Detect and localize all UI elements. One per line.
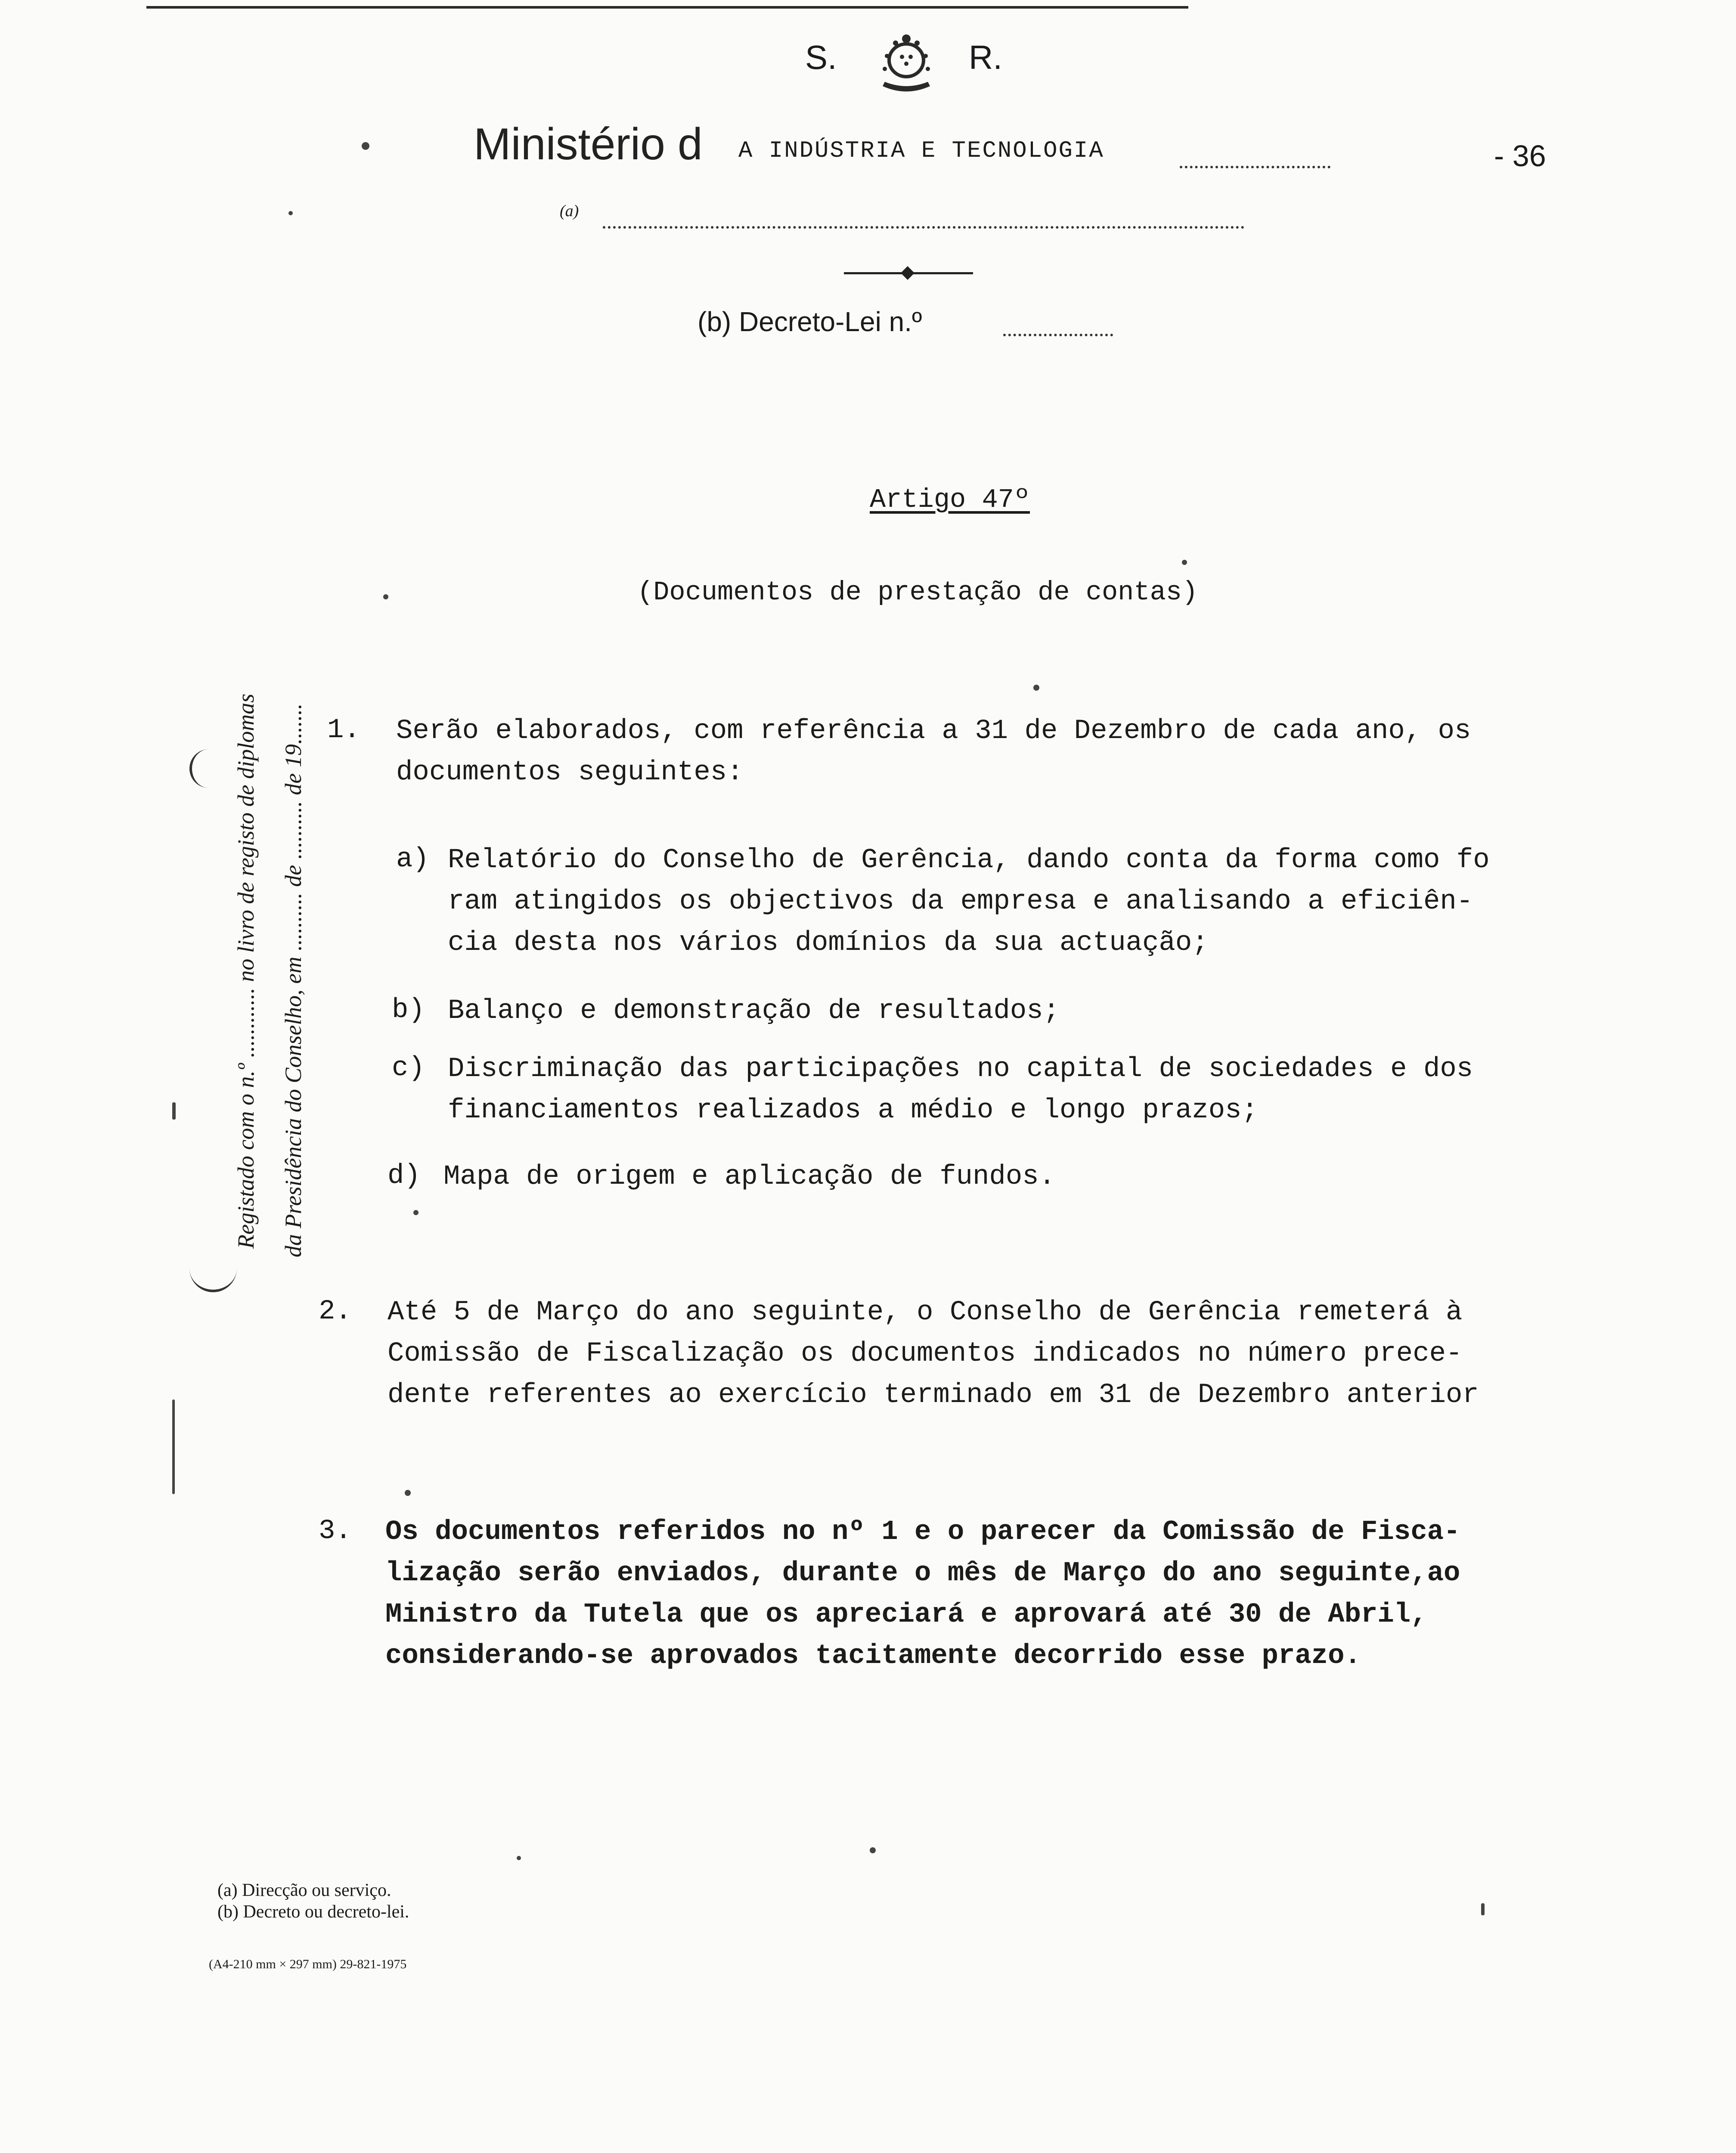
paragraph-1 [396,710,1471,793]
paragraph-1-line: documentos seguintes: [396,757,744,788]
paragraph-2-line: dente referentes ao exercício terminado em 31 de Dezembro anterior [388,1380,1479,1411]
diamond-ornament-icon [900,265,915,281]
field-a-dotted-line [603,226,1244,229]
margin-bracket-top [189,749,222,788]
item-c [448,1049,1473,1131]
scan-speck [288,211,293,215]
paragraph-3-line: Ministro da Tutela que os apreciará e aprovará até 30 de Abril, [385,1599,1427,1630]
item-d [443,1156,1055,1197]
page-number: - 36 [1494,139,1546,173]
item-a-line: cia desta nos vários domínios da sua actuação; [448,928,1209,959]
paragraph-3-line: considerando-se aprovados tacitamente decorrido esse prazo. [385,1641,1361,1672]
item-b [448,990,1060,1032]
item-d-label: d) [388,1160,421,1191]
item-c-line: Discriminação das participações no capital de sociedades e dos [448,1054,1473,1085]
scan-speck [172,1399,175,1494]
scan-speck [517,1856,521,1860]
item-a [448,840,1490,964]
item-c-label: c) [392,1053,425,1084]
scan-speck [1033,685,1039,691]
footnote-b: (b) Decreto ou decreto-lei. [217,1902,409,1922]
paragraph-2 [388,1292,1479,1416]
paragraph-1-line: Serão elaborados, com referência a 31 de Dezembro de cada ano, os [396,716,1471,747]
item-d-line: Mapa de origem e aplicação de fundos. [443,1161,1056,1192]
scan-speck [362,142,369,150]
paragraph-2-line: Até 5 de Março do ano seguinte, o Conselho de Gerência remeterá à [388,1297,1463,1328]
coat-of-arms-icon [865,26,947,99]
top-rule [146,6,1188,9]
paragraph-3-line: Os documentos referidos no nº 1 e o parecer da Comissão de Fisca- [385,1517,1460,1548]
item-a-label: a) [396,844,429,875]
margin-bracket-bottom [189,1264,237,1292]
item-a-line: ram atingidos os objectivos da empresa e analisando a eficiên- [448,886,1473,917]
scan-speck [405,1490,411,1496]
ministry-name: A INDÚSTRIA E TECNOLOGIA [738,138,1104,164]
form-code: (A4-210 mm × 297 mm) 29-821-1975 [209,1957,407,1971]
paragraph-3-number: 3. [319,1516,352,1547]
scan-speck [383,594,388,599]
item-b-line: Balanço e demonstração de resultados; [448,996,1060,1027]
paragraph-3 [385,1511,1460,1677]
scan-speck [1182,560,1187,565]
paragraph-2-number: 2. [319,1296,352,1327]
scan-speck [1481,1903,1485,1915]
article-subtitle: (Documentos de prestação de contas) [637,577,1198,608]
scan-speck [172,1102,176,1120]
item-a-line: Relatório do Conselho de Gerência, dando conta da forma como fo [448,845,1490,876]
header-letter-s: S. [805,38,837,76]
footnote-a: (a) Direcção ou serviço. [217,1880,391,1900]
margin-registry-line-1: Registado com o n.º ............ no livro de registo de diplomas [233,693,259,1249]
item-c-line: financiamentos realizados a médio e longo prazos; [448,1095,1258,1126]
paragraph-3-line: lização serão enviados, durante o mês de Março do ano seguinte,ao [385,1558,1460,1589]
item-b-label: b) [392,995,425,1026]
ministry-dotted-line [1180,166,1330,168]
decree-label: (b) Decreto-Lei n.º [698,306,922,337]
decree-dotted-line [1003,334,1113,336]
ministry-label: Ministério d [474,119,703,169]
article-title: Artigo 47º [870,484,1030,515]
margin-registry-line-2: da Presidência do Conselho, em .......... de .......... de 19....... [280,703,306,1257]
scan-speck [413,1210,418,1215]
field-a-mark: (a) [560,202,579,220]
header-letter-r: R. [969,38,1002,76]
paragraph-1-number: 1. [327,715,360,746]
scan-speck [870,1847,876,1853]
paragraph-2-line: Comissão de Fiscalização os documentos indicados no número prece- [388,1338,1463,1369]
